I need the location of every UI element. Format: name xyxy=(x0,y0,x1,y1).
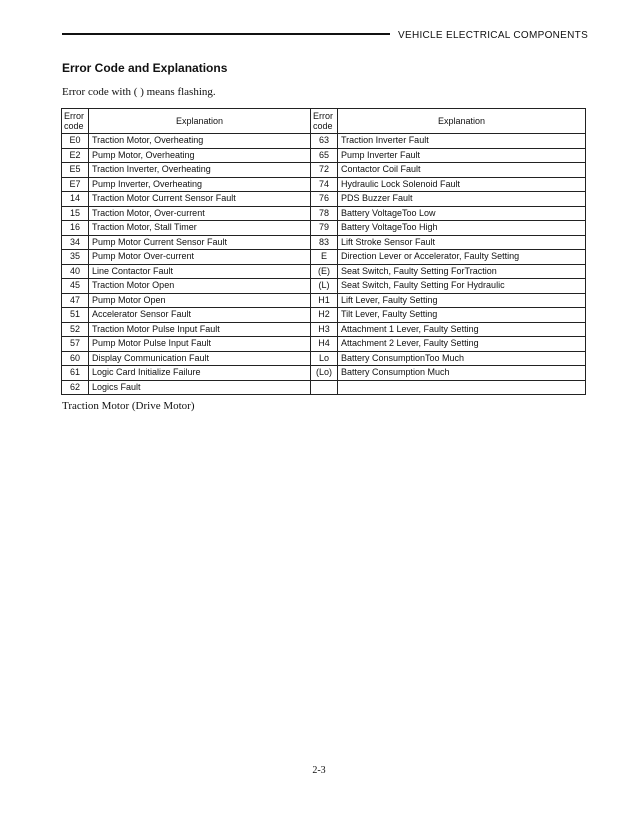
column-header-error-code xyxy=(62,109,89,134)
error-code-cell: 61 xyxy=(62,366,89,381)
table-row xyxy=(62,279,586,294)
error-code-cell: 34 xyxy=(62,235,89,250)
explanation-cell: Line Contactor Fault xyxy=(89,264,311,279)
page-number: 2-3 xyxy=(312,765,326,776)
explanation-cell: PDS Buzzer Fault xyxy=(338,192,586,207)
table-row xyxy=(62,380,586,395)
error-code-cell: 52 xyxy=(62,322,89,337)
column-header-error-code-line2: code xyxy=(64,121,84,131)
explanation-cell: Traction Motor, Over-current xyxy=(89,206,311,221)
table-row xyxy=(62,206,586,221)
table-row xyxy=(62,148,586,163)
explanation-cell: Attachment 1 Lever, Faulty Setting xyxy=(338,322,586,337)
error-code-cell: H1 xyxy=(311,293,338,308)
explanation-cell: Battery VoltageToo Low xyxy=(338,206,586,221)
error-code-cell: E xyxy=(311,250,338,265)
table-row xyxy=(62,163,586,178)
error-code-cell: 45 xyxy=(62,279,89,294)
explanation-cell: Battery Consumption Much xyxy=(338,366,586,381)
table-row xyxy=(62,235,586,250)
explanation-cell: Battery ConsumptionToo Much xyxy=(338,351,586,366)
table-row xyxy=(62,308,586,323)
error-code-cell: 72 xyxy=(311,163,338,178)
error-code-cell: 83 xyxy=(311,235,338,250)
error-code-cell: 63 xyxy=(311,134,338,149)
column-header-error-code-line1: Error xyxy=(313,111,333,121)
error-code-cell: E2 xyxy=(62,148,89,163)
note-text: Traction Motor (Drive Motor) xyxy=(62,400,195,412)
running-header: VEHICLE ELECTRICAL COMPONENTS xyxy=(398,30,589,41)
explanation-cell xyxy=(338,380,586,395)
error-code-cell: Lo xyxy=(311,351,338,366)
table-row xyxy=(62,293,586,308)
error-code-cell: 78 xyxy=(311,206,338,221)
error-code-cell xyxy=(311,380,338,395)
column-header-explanation: Explanation xyxy=(89,109,311,134)
explanation-cell: Lift Lever, Faulty Setting xyxy=(338,293,586,308)
explanation-cell: Accelerator Sensor Fault xyxy=(89,308,311,323)
table-body xyxy=(62,134,586,395)
error-code-cell: 40 xyxy=(62,264,89,279)
table-row xyxy=(62,250,586,265)
column-header-error-code xyxy=(311,109,338,134)
explanation-cell: Pump Motor, Overheating xyxy=(89,148,311,163)
error-code-cell: 47 xyxy=(62,293,89,308)
error-code-cell: 62 xyxy=(62,380,89,395)
explanation-cell: Pump Motor Open xyxy=(89,293,311,308)
intro-text: Error code with ( ) means flashing. xyxy=(62,86,216,98)
explanation-cell: Display Communication Fault xyxy=(89,351,311,366)
error-code-cell: (Lo) xyxy=(311,366,338,381)
explanation-cell: Seat Switch, Faulty Setting For Hydraulic xyxy=(338,279,586,294)
error-code-cell: E0 xyxy=(62,134,89,149)
error-code-cell: H2 xyxy=(311,308,338,323)
error-code-cell: 15 xyxy=(62,206,89,221)
error-code-cell: 14 xyxy=(62,192,89,207)
error-code-cell: 60 xyxy=(62,351,89,366)
explanation-cell: Logic Card Initialize Failure xyxy=(89,366,311,381)
error-code-cell: E5 xyxy=(62,163,89,178)
explanation-cell: Traction Motor Open xyxy=(89,279,311,294)
explanation-cell: Logics Fault xyxy=(89,380,311,395)
explanation-cell: Hydraulic Lock Solenoid Fault xyxy=(338,177,586,192)
table-header-row xyxy=(62,109,586,134)
table-row xyxy=(62,264,586,279)
explanation-cell: Battery VoltageToo High xyxy=(338,221,586,236)
explanation-cell: Traction Inverter Fault xyxy=(338,134,586,149)
explanation-cell: Pump Inverter, Overheating xyxy=(89,177,311,192)
explanation-cell: Traction Motor Current Sensor Fault xyxy=(89,192,311,207)
table-row xyxy=(62,366,586,381)
explanation-cell: Tilt Lever, Faulty Setting xyxy=(338,308,586,323)
error-code-cell: E7 xyxy=(62,177,89,192)
explanation-cell: Pump Inverter Fault xyxy=(338,148,586,163)
explanation-cell: Pump Motor Over-current xyxy=(89,250,311,265)
table-row xyxy=(62,221,586,236)
error-code-cell: H3 xyxy=(311,322,338,337)
column-header-error-code-line1: Error xyxy=(64,111,84,121)
explanation-cell: Pump Motor Pulse Input Fault xyxy=(89,337,311,352)
error-code-cell: (L) xyxy=(311,279,338,294)
header-rule xyxy=(62,33,390,35)
table-row xyxy=(62,177,586,192)
error-code-cell: 57 xyxy=(62,337,89,352)
explanation-cell: Traction Motor, Stall Timer xyxy=(89,221,311,236)
error-code-cell: (E) xyxy=(311,264,338,279)
explanation-cell: Pump Motor Current Sensor Fault xyxy=(89,235,311,250)
column-header-explanation: Explanation xyxy=(338,109,586,134)
error-code-cell: H4 xyxy=(311,337,338,352)
error-code-cell: 35 xyxy=(62,250,89,265)
explanation-cell: Direction Lever or Accelerator, Faulty Setting xyxy=(338,250,586,265)
error-code-cell: 74 xyxy=(311,177,338,192)
table-row xyxy=(62,337,586,352)
error-code-cell: 79 xyxy=(311,221,338,236)
explanation-cell: Traction Motor Pulse Input Fault xyxy=(89,322,311,337)
explanation-cell: Contactor Coil Fault xyxy=(338,163,586,178)
explanation-cell: Traction Inverter, Overheating xyxy=(89,163,311,178)
error-code-cell: 16 xyxy=(62,221,89,236)
column-header-error-code-line2: code xyxy=(313,121,333,131)
error-code-cell: 76 xyxy=(311,192,338,207)
table-row xyxy=(62,351,586,366)
section-title: Error Code and Explanations xyxy=(62,61,228,75)
table-row xyxy=(62,322,586,337)
error-code-cell: 65 xyxy=(311,148,338,163)
explanation-cell: Attachment 2 Lever, Faulty Setting xyxy=(338,337,586,352)
explanation-cell: Traction Motor, Overheating xyxy=(89,134,311,149)
table-row xyxy=(62,134,586,149)
explanation-cell: Seat Switch, Faulty Setting ForTraction xyxy=(338,264,586,279)
table-row xyxy=(62,192,586,207)
error-code-cell: 51 xyxy=(62,308,89,323)
explanation-cell: Lift Stroke Sensor Fault xyxy=(338,235,586,250)
error-code-table xyxy=(61,108,586,395)
